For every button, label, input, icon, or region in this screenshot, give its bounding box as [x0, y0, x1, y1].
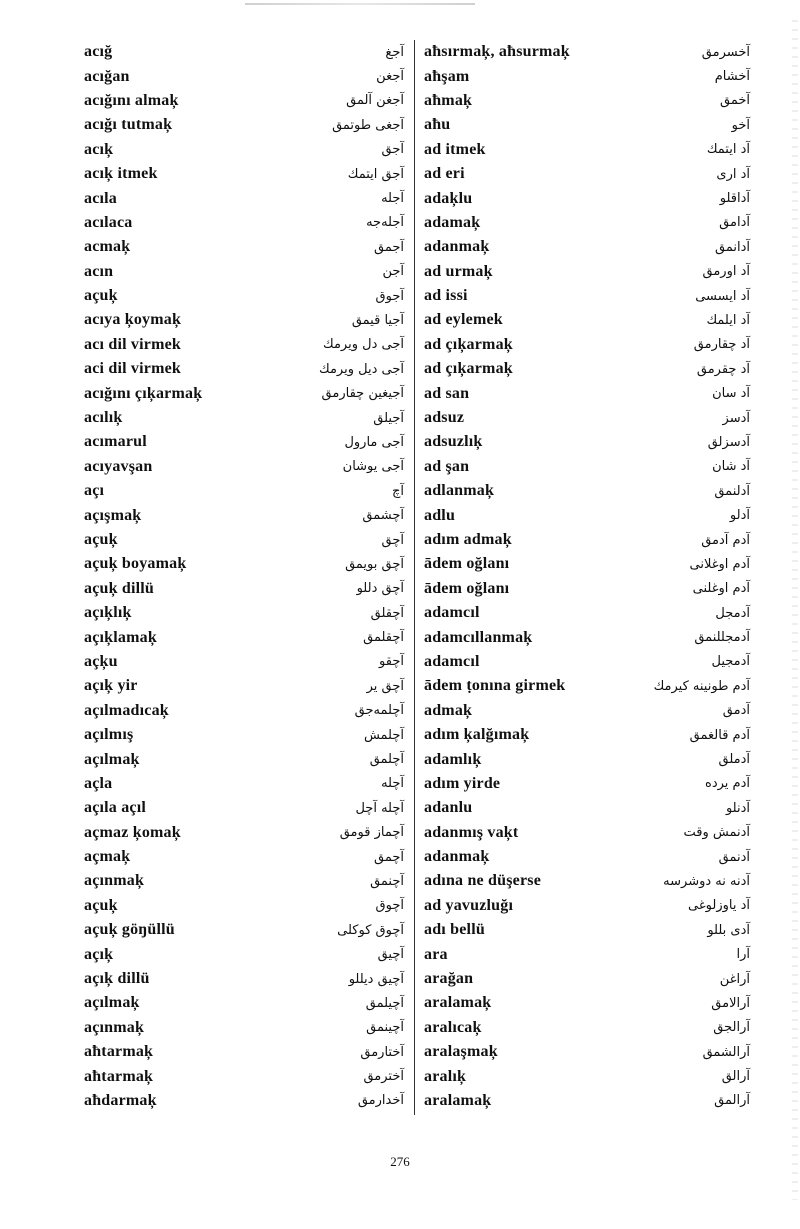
dictionary-entry — [84, 308, 404, 332]
dictionary-entry — [424, 162, 750, 186]
dictionary-entry — [84, 1040, 404, 1064]
entry-latin-headword: açılmadıcaķ — [84, 701, 169, 719]
dictionary-entry — [84, 406, 404, 430]
entry-arabic-script: آچق دللو — [356, 581, 404, 597]
dictionary-entry — [424, 455, 750, 479]
entry-latin-headword: acığını çıķarmaķ — [84, 384, 203, 402]
entry-latin-headword: açıķ dillü — [84, 970, 150, 988]
entry-latin-headword: açıķ yir — [84, 677, 138, 695]
left-column — [84, 40, 404, 1113]
entry-arabic-script: آدنمق — [718, 849, 750, 865]
entry-latin-headword: aci dil virmek — [84, 360, 182, 378]
dictionary-entry — [84, 894, 404, 918]
dictionary-entry — [424, 821, 750, 845]
entry-arabic-script: آدم اوغلنی — [692, 581, 750, 597]
entry-arabic-script: آدانمق — [715, 239, 750, 255]
dictionary-entry — [84, 1064, 404, 1088]
entry-arabic-script: آدسز — [722, 410, 750, 426]
entry-arabic-script: آجغن آلمق — [346, 93, 404, 109]
dictionary-entry — [424, 1064, 750, 1088]
dictionary-entry — [424, 723, 750, 747]
dictionary-entry — [84, 455, 404, 479]
entry-arabic-script: آدلو — [729, 508, 750, 524]
entry-arabic-script: آدنه نه دوشرسه — [663, 873, 750, 889]
entry-arabic-script: آچشمق — [362, 508, 404, 524]
entry-arabic-script: آدمجل — [715, 605, 750, 621]
entry-latin-headword: acı dil virmek — [84, 335, 182, 353]
entry-latin-headword: adamcıl — [424, 652, 480, 670]
dictionary-entry — [424, 552, 750, 576]
entry-latin-headword: adanmaķ — [424, 238, 490, 256]
entry-arabic-script: آچنمق — [370, 873, 404, 889]
entry-latin-headword: aħmaķ — [424, 91, 473, 109]
dictionary-entry — [84, 503, 404, 527]
dictionary-entry — [424, 357, 750, 381]
dictionary-entry — [424, 260, 750, 284]
page-number: 276 — [390, 1154, 410, 1169]
entry-arabic-script: آدملق — [718, 752, 750, 768]
entry-latin-headword: ara — [424, 945, 448, 963]
entry-arabic-script: آچینمق — [366, 1020, 404, 1036]
dictionary-entry — [84, 64, 404, 88]
dictionary-entry — [424, 381, 750, 405]
dictionary-entry — [84, 821, 404, 845]
entry-latin-headword: açıla açıl — [84, 799, 146, 817]
entry-latin-headword: açıķlıķ — [84, 604, 132, 622]
dictionary-entry — [84, 284, 404, 308]
entry-latin-headword: acıķ — [84, 140, 114, 158]
entry-latin-headword: ad şan — [424, 457, 470, 475]
entry-arabic-script: آرا — [736, 947, 750, 963]
entry-arabic-script: آچیلمق — [365, 995, 404, 1011]
entry-arabic-script: آرالمق — [714, 1093, 750, 1109]
dictionary-entry — [84, 991, 404, 1015]
entry-arabic-script: آرالشمق — [702, 1044, 750, 1060]
entry-arabic-script: آچلمق — [369, 752, 404, 768]
entry-latin-headword: aralaşmaķ — [424, 1043, 498, 1061]
dictionary-entry — [84, 601, 404, 625]
entry-arabic-script: آچوق — [375, 898, 404, 914]
entry-arabic-script: آدم طونینه کیرمك — [653, 678, 750, 694]
entry-arabic-script: آچقلق — [370, 605, 404, 621]
dictionary-entry — [424, 308, 750, 332]
entry-latin-headword: ad yavuzluğı — [424, 896, 514, 914]
entry-arabic-script: آد شان — [712, 459, 750, 475]
entry-arabic-script: آچلمه‌جق — [354, 703, 404, 719]
entry-arabic-script: آجیلق — [373, 410, 404, 426]
entry-latin-headword: ad çıķarmaķ — [424, 335, 513, 353]
dictionary-entry — [84, 211, 404, 235]
entry-arabic-script: آرالامق — [711, 995, 750, 1011]
entry-latin-headword: açıķlamaķ — [84, 628, 157, 646]
entry-latin-headword: aħşam — [424, 67, 470, 85]
dictionary-entry — [84, 723, 404, 747]
entry-latin-headword: açılmaķ — [84, 994, 140, 1012]
entry-arabic-script: آچق — [381, 532, 404, 548]
entry-arabic-script: آجی یوشان — [342, 459, 404, 475]
entry-latin-headword: açķu — [84, 652, 118, 670]
entry-latin-headword: acımarul — [84, 433, 147, 451]
dictionary-entry — [424, 650, 750, 674]
dictionary-entry — [424, 430, 750, 454]
entry-latin-headword: ad eri — [424, 165, 465, 183]
entry-arabic-script: آجله‌جه — [366, 215, 404, 231]
dictionary-entry — [84, 430, 404, 454]
entry-arabic-script: آد چقرمق — [696, 361, 750, 377]
entry-arabic-script: آدم یرده — [705, 776, 750, 792]
entry-latin-headword: açılmaķ — [84, 750, 140, 768]
dictionary-entry — [424, 40, 750, 64]
entry-arabic-script: آجی دیل ویرمك — [319, 361, 404, 377]
entry-latin-headword: acığı tutmaķ — [84, 116, 173, 134]
entry-latin-headword: acılıķ — [84, 409, 123, 427]
dictionary-entry — [424, 1040, 750, 1064]
dictionary-entry — [84, 138, 404, 162]
entry-latin-headword: aħu — [424, 116, 451, 134]
entry-arabic-script: آدامق — [719, 215, 750, 231]
entry-arabic-script: آچ — [391, 483, 404, 499]
entry-arabic-script: آجغن — [376, 69, 404, 85]
entry-latin-headword: acmaķ — [84, 238, 131, 256]
dictionary-entry — [84, 577, 404, 601]
dictionary-entry — [424, 211, 750, 235]
entry-arabic-script: آخو — [731, 117, 750, 133]
entry-arabic-script: آجله — [381, 191, 404, 207]
scan-edge-speckle — [792, 20, 798, 1200]
entry-latin-headword: adanmış vaķt — [424, 823, 519, 841]
entry-latin-headword: ad itmek — [424, 140, 486, 158]
right-column — [424, 40, 750, 1113]
entry-latin-headword: adsuzlıķ — [424, 433, 483, 451]
dictionary-entry — [84, 260, 404, 284]
dictionary-entry — [84, 942, 404, 966]
entry-latin-headword: açı — [84, 482, 105, 500]
entry-arabic-script: آدم قالغمق — [689, 727, 750, 743]
dictionary-entry — [424, 991, 750, 1015]
entry-latin-headword: acın — [84, 262, 114, 280]
entry-latin-headword: ādem oğlanı — [424, 579, 510, 597]
entry-arabic-script: آد اری — [716, 166, 750, 182]
entry-arabic-script: آدنلو — [725, 800, 750, 816]
entry-latin-headword: açmaķ — [84, 848, 131, 866]
entry-arabic-script: آچماز قومق — [339, 825, 404, 841]
entry-arabic-script: آراغن — [719, 971, 750, 987]
entry-latin-headword: aralıķ — [424, 1067, 467, 1085]
dictionary-entry — [424, 772, 750, 796]
dictionary-entry — [424, 503, 750, 527]
dictionary-entry — [424, 235, 750, 259]
dictionary-entry — [84, 674, 404, 698]
entry-arabic-script: آخسرمق — [701, 44, 750, 60]
entry-latin-headword: adım admaķ — [424, 531, 512, 548]
dictionary-entry — [84, 552, 404, 576]
entry-latin-headword: adamaķ — [424, 213, 481, 231]
dictionary-entry — [424, 186, 750, 210]
entry-arabic-script: آد ایتمك — [706, 142, 750, 158]
dictionary-entry — [84, 89, 404, 113]
entry-arabic-script: آجی دل ویرمك — [323, 337, 404, 353]
dictionary-entry — [424, 113, 750, 137]
entry-arabic-script: آخدارمق — [357, 1093, 404, 1109]
entry-latin-headword: admaķ — [424, 701, 473, 719]
entry-arabic-script: آجغ — [385, 44, 404, 60]
entry-latin-headword: acığan — [84, 67, 130, 85]
entry-arabic-script: آچق یر — [366, 678, 404, 694]
dictionary-entry — [84, 40, 404, 64]
entry-arabic-script: آرالجق — [713, 1020, 750, 1036]
entry-latin-headword: ad issi — [424, 287, 468, 305]
entry-arabic-script: آرالق — [721, 1069, 750, 1085]
dictionary-entry — [424, 1089, 750, 1113]
entry-latin-headword: adamcıl — [424, 604, 480, 622]
entry-arabic-script: آد چقارمق — [693, 337, 750, 353]
entry-arabic-script: آچقو — [379, 654, 404, 670]
entry-arabic-script: آجمق — [373, 239, 404, 255]
dictionary-entry — [84, 747, 404, 771]
entry-latin-headword: açuķ dillü — [84, 579, 155, 597]
dictionary-entry — [424, 625, 750, 649]
entry-latin-headword: açılmış — [84, 726, 134, 744]
entry-latin-headword: ad eylemek — [424, 311, 503, 329]
dictionary-entry — [424, 918, 750, 942]
entry-latin-headword: adaķlu — [424, 189, 473, 207]
entry-latin-headword: adlanmaķ — [424, 482, 495, 500]
column-divider — [414, 40, 415, 1115]
dictionary-entry — [84, 235, 404, 259]
dictionary-entry — [84, 186, 404, 210]
entry-arabic-script: آخترمق — [363, 1069, 404, 1085]
entry-latin-headword: açıķ — [84, 945, 114, 963]
entry-latin-headword: açınmaķ — [84, 1018, 145, 1036]
entry-latin-headword: ad san — [424, 384, 470, 402]
dictionary-entry — [424, 138, 750, 162]
entry-latin-headword: arağan — [424, 970, 474, 988]
dictionary-entry — [424, 333, 750, 357]
dictionary-entry — [424, 601, 750, 625]
dictionary-entry — [424, 1016, 750, 1040]
dictionary-entry — [424, 674, 750, 698]
entry-arabic-script: آجق ایتمك — [347, 166, 404, 182]
dictionary-entry — [84, 113, 404, 137]
entry-arabic-script: آدنمش وقت — [683, 825, 750, 841]
entry-arabic-script: آد ایلمك — [706, 312, 750, 328]
entry-latin-headword: aħtarmaķ — [84, 1043, 154, 1061]
dictionary-entry — [424, 747, 750, 771]
entry-arabic-script: آد اورمق — [702, 264, 750, 280]
entry-latin-headword: acığ — [84, 43, 113, 61]
entry-latin-headword: açuķ göŋüllü — [84, 921, 175, 939]
entry-latin-headword: adsuz — [424, 409, 465, 427]
dictionary-entry — [84, 772, 404, 796]
dictionary-entry — [424, 699, 750, 723]
entry-latin-headword: adım ķalğımaķ — [424, 726, 530, 744]
entry-latin-headword: açuķ — [84, 896, 118, 914]
entry-arabic-script: آداقلو — [719, 191, 750, 207]
entry-arabic-script: آدمجللنمق — [694, 630, 750, 646]
dictionary-entry — [84, 479, 404, 503]
dictionary-entry — [84, 1016, 404, 1040]
dictionary-entry — [84, 162, 404, 186]
entry-arabic-script: آجوق — [375, 288, 404, 304]
dictionary-entry — [424, 479, 750, 503]
dictionary-entry — [84, 381, 404, 405]
entry-latin-headword: açınmaķ — [84, 872, 145, 890]
entry-arabic-script: آختارمق — [360, 1044, 404, 1060]
entry-latin-headword: aħtarmaķ — [84, 1067, 154, 1085]
entry-latin-headword: adım yirde — [424, 774, 501, 792]
entry-latin-headword: acıya ķoymaķ — [84, 311, 182, 329]
entry-arabic-script: آخمق — [719, 93, 750, 109]
entry-arabic-script: آدی بللو — [707, 922, 750, 938]
dictionary-entry — [424, 577, 750, 601]
entry-arabic-script: آچقلمق — [363, 630, 404, 646]
entry-arabic-script: آدمق — [722, 703, 750, 719]
dictionary-entry — [84, 333, 404, 357]
entry-latin-headword: açuķ — [84, 531, 118, 548]
entry-latin-headword: adanmaķ — [424, 848, 490, 866]
entry-arabic-script: آچق بویمق — [345, 556, 404, 572]
dictionary-entry — [84, 650, 404, 674]
entry-latin-headword: ādem ṭonına girmek — [424, 677, 566, 695]
dictionary-entry — [424, 89, 750, 113]
dictionary-entry — [84, 699, 404, 723]
dictionary-entry — [84, 357, 404, 381]
entry-latin-headword: acıla — [84, 189, 117, 207]
dictionary-entry — [84, 528, 404, 552]
entry-arabic-script: آجی مارول — [344, 434, 404, 450]
dictionary-entry — [84, 1089, 404, 1113]
entry-arabic-script: آجن — [382, 264, 404, 280]
entry-arabic-script: آچمق — [373, 849, 404, 865]
dictionary-entry — [84, 869, 404, 893]
dictionary-entry — [424, 869, 750, 893]
entry-latin-headword: aralamaķ — [424, 994, 492, 1012]
dictionary-entry — [84, 625, 404, 649]
entry-latin-headword: acıķ itmek — [84, 165, 158, 183]
entry-arabic-script: آچله — [381, 776, 404, 792]
entry-latin-headword: ad urmaķ — [424, 262, 493, 280]
entry-latin-headword: aħsırmaķ, aħsurmaķ — [424, 43, 570, 61]
entry-latin-headword: açla — [84, 774, 113, 792]
dictionary-entry — [424, 406, 750, 430]
entry-arabic-script: آدسزلق — [707, 434, 750, 450]
entry-arabic-script: آدم آدمق — [701, 532, 750, 548]
entry-arabic-script: آجیا قیمق — [351, 312, 404, 328]
entry-latin-headword: acılaca — [84, 213, 133, 231]
dictionary-entry — [424, 894, 750, 918]
entry-latin-headword: aralamaķ — [424, 1091, 492, 1109]
entry-arabic-script: آدم اوغلانی — [689, 556, 750, 572]
entry-latin-headword: adına ne düşerse — [424, 872, 541, 890]
dictionary-entry — [424, 845, 750, 869]
entry-latin-headword: açışmaķ — [84, 506, 142, 524]
entry-latin-headword: aralıcaķ — [424, 1018, 482, 1036]
entry-arabic-script: آد سان — [712, 386, 750, 402]
entry-arabic-script: آچله آچل — [355, 800, 404, 816]
entry-arabic-script: آچیق دیللو — [348, 971, 404, 987]
entry-arabic-script: آدلنمق — [714, 483, 750, 499]
entry-arabic-script: آد یاوزلوغی — [688, 898, 750, 914]
dictionary-entry — [424, 284, 750, 308]
entry-arabic-script: آد ایسسی — [695, 288, 750, 304]
entry-arabic-script: آجق — [381, 142, 404, 158]
dictionary-entry — [84, 796, 404, 820]
entry-latin-headword: açuķ — [84, 287, 118, 305]
entry-latin-headword: acığını almaķ — [84, 91, 179, 109]
dictionary-entry — [84, 845, 404, 869]
dictionary-entry — [84, 967, 404, 991]
entry-latin-headword: açuķ boyamaķ — [84, 555, 187, 573]
dictionary-entry — [84, 918, 404, 942]
entry-arabic-script: آدمجیل — [711, 654, 750, 670]
entry-arabic-script: آجغی طوتمق — [332, 117, 404, 133]
entry-latin-headword: adı bellü — [424, 921, 485, 939]
entry-arabic-script: آجیغین چقارمق — [321, 386, 404, 402]
entry-arabic-script: آچوق کوکلی — [337, 922, 404, 938]
entry-latin-headword: adlu — [424, 506, 456, 524]
entry-latin-headword: adamlıķ — [424, 750, 482, 768]
dictionary-entry — [424, 942, 750, 966]
entry-arabic-script: آخشام — [714, 69, 750, 85]
entry-latin-headword: adanlu — [424, 799, 473, 817]
entry-latin-headword: ad çıķarmaķ — [424, 360, 513, 378]
entry-latin-headword: aħdarmaķ — [84, 1091, 157, 1109]
entry-latin-headword: ādem oğlanı — [424, 555, 510, 573]
dictionary-entry — [424, 967, 750, 991]
top-edge-mark — [245, 3, 475, 5]
entry-arabic-script: آچیق — [377, 947, 404, 963]
entry-latin-headword: acıyavşan — [84, 457, 153, 475]
entry-arabic-script: آچلمش — [363, 727, 404, 743]
entry-latin-headword: açmaz ķomaķ — [84, 823, 181, 841]
dictionary-entry — [424, 528, 750, 552]
entry-latin-headword: adamcıllanmaķ — [424, 628, 533, 646]
dictionary-entry — [424, 64, 750, 88]
dictionary-entry — [424, 796, 750, 820]
